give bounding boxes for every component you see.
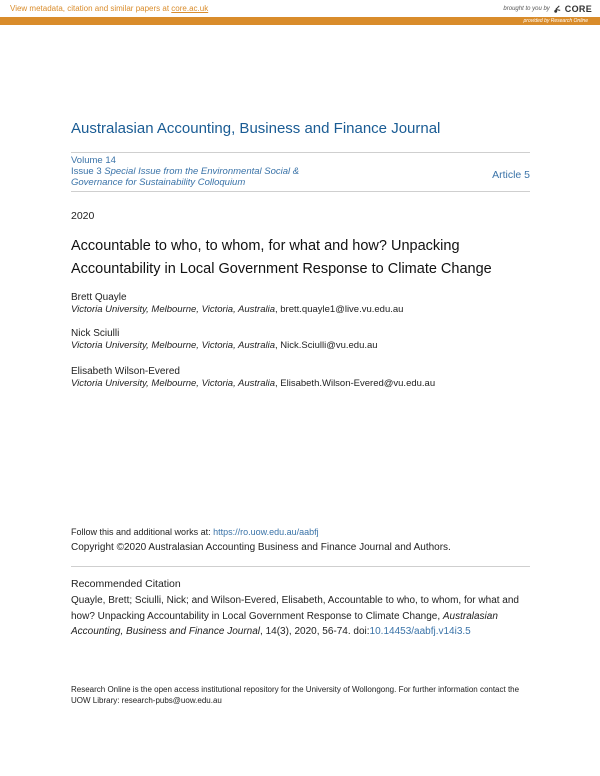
repository-footer: Research Online is the open access institutional repository for the University of Wollongong. For further information contact the UOW Library: research-pubs@uow.edu.au — [71, 685, 520, 705]
paper-title: Accountable to who, to whom, for what and how? Unpacking Accountability in Local Government Response to Climate Change — [71, 238, 492, 277]
core-logo-icon — [553, 5, 562, 14]
journal-title[interactable]: Australasian Accounting, Business and Finance Journal — [71, 120, 441, 137]
citation-details: , 14(3), 2020, 56-74. doi: — [260, 626, 370, 637]
core-notice-text: View metadata, citation and similar papers at — [10, 4, 172, 13]
core-link[interactable]: core.ac.uk — [171, 4, 209, 13]
core-brand[interactable] — [503, 4, 592, 14]
author-affiliation: Victoria University, Melbourne, Victoria, Australia, brett.quayle1@live.vu.edu.au — [71, 304, 404, 315]
recommended-citation-heading: Recommended Citation — [71, 578, 181, 590]
provided-by-text: provided by Research Online — [523, 18, 588, 24]
author-affiliation: Victoria University, Melbourne, Victoria, Australia, Nick.Sciulli@vu.edu.au — [71, 340, 378, 351]
copyright-notice: Copyright ©2020 Australasian Accounting Business and Finance Journal and Authors. — [71, 542, 451, 553]
author-entry — [71, 292, 403, 316]
follow-link[interactable]: https://ro.uow.edu.au/aabfj — [213, 527, 319, 537]
author-email[interactable]: Elisabeth.Wilson-Evered@vu.edu.au — [280, 378, 436, 389]
author-name: Brett Quayle — [71, 292, 127, 303]
publication-year: 2020 — [71, 210, 95, 222]
divider — [71, 566, 530, 567]
brought-by-text: brought to you by — [503, 6, 550, 12]
author-name: Nick Sciulli — [71, 328, 120, 339]
core-logo-text: CORE — [564, 4, 592, 14]
citation-journal: Australasian Accounting, Business and Finance Journal — [71, 610, 498, 637]
affiliation-text: Victoria University, Melbourne, Victoria, Australia — [71, 378, 275, 389]
citation-text: Quayle, Brett; Sciulli, Nick; and Wilson-Evered, Elisabeth, Accountable to who, to whom, for what and how? Unpacking Accountability in Local Government Response to Climate Change, — [71, 595, 519, 622]
core-metadata-notice — [10, 4, 208, 13]
recommended-citation — [71, 593, 531, 640]
volume-link[interactable]: Volume 14 — [71, 155, 116, 166]
affiliation-text: Victoria University, Melbourne, Victoria, Australia — [71, 304, 275, 315]
affiliation-text: Victoria University, Melbourne, Victoria, Australia — [71, 340, 275, 351]
issue-title: Special Issue from the Environmental Social & Governance for Sustainability Colloquium — [71, 166, 300, 188]
issue-prefix: Issue 3 — [71, 166, 102, 177]
author-entry — [71, 366, 435, 390]
author-affiliation: Victoria University, Melbourne, Victoria, Australia, Elisabeth.Wilson-Evered@vu.edu.au — [71, 378, 436, 389]
author-email[interactable]: brett.quayle1@live.vu.edu.au — [280, 304, 404, 315]
follow-text: Follow this and additional works at: — [71, 527, 214, 537]
provider-strip — [0, 17, 600, 25]
follow-works — [71, 527, 319, 537]
issue-link[interactable] — [71, 166, 311, 188]
author-entry — [71, 328, 378, 352]
issue-info-block — [71, 152, 530, 192]
volume-issue — [71, 155, 311, 188]
doi-link[interactable]: 10.14453/aabfj.v14i3.5 — [369, 626, 471, 637]
article-number: Article 5 — [492, 169, 530, 181]
author-email[interactable]: Nick.Sciulli@vu.edu.au — [280, 340, 378, 351]
author-name: Elisabeth Wilson-Evered — [71, 366, 180, 377]
